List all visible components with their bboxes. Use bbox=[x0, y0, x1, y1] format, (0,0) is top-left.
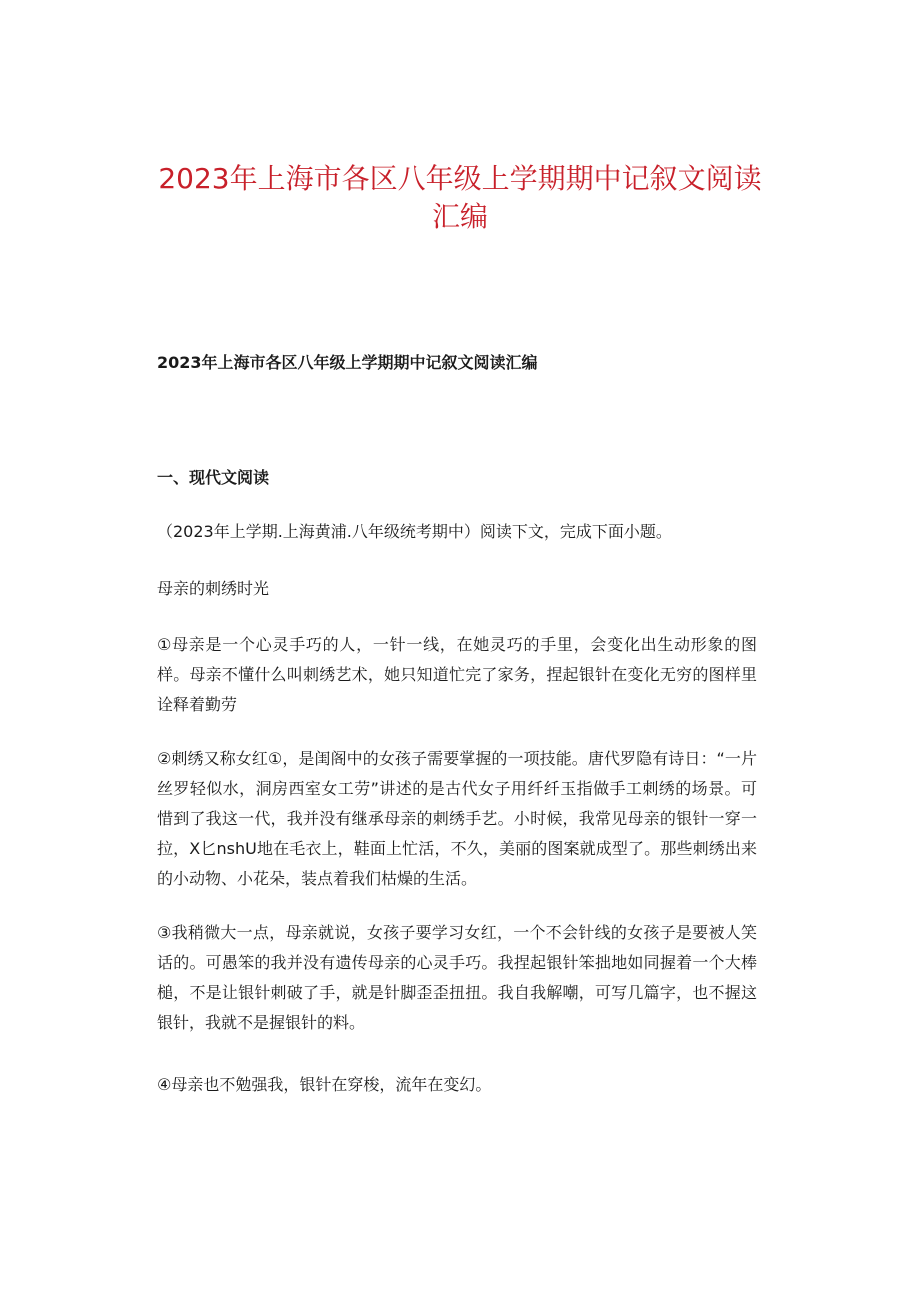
source-line: （2023年上学期.上海黄浦.八年级统考期中）阅读下文，完成下面小题。 bbox=[157, 522, 672, 541]
paragraph-1: ①母亲是一个心灵手巧的人，一针一线，在她灵巧的手里，会变化出生动形象的图样。母亲不懂什么叫刺绣艺术，她只知道忙完了家务，捏起银针在变化无穷的图样里诠释着勤劳 bbox=[157, 635, 757, 714]
paragraph-3: ③我稍微大一点，母亲就说，女孩子要学习女红，一个不会针线的女孩子是要被人笑话的。可愚笨的我并没有遗传母亲的心灵手巧。我捏起银针笨拙地如同握着一个大棒槌，不是让银针刺破了手，就是针脚歪歪扭扭。我自我解嘲，可写几篇字，也不握这银针，我就不是握银针的料。 bbox=[157, 923, 757, 1032]
paragraph-4: ④母亲也不勉强我，银针在穿梭，流年在变幻。 bbox=[157, 1075, 492, 1094]
document-title: 2023年上海市各区八年级上学期期中记叙文阅读汇编 bbox=[158, 162, 762, 233]
document-subtitle: 2023年上海市各区八年级上学期期中记叙文阅读汇编 bbox=[157, 353, 538, 372]
article-title: 母亲的刺绣时光 bbox=[157, 579, 270, 598]
paragraph-2: ②刺绣又称女红①，是闺阁中的女孩子需要掌握的一项技能。唐代罗隐有诗日：“一片丝罗轻似水，洞房西室女工劳”讲述的是古代女子用纤纤玉指做手工刺绣的场景。可惜到了我这一代，我并没有继承母亲的刺绣手艺。小时候，我常见母亲的银针一穿一拉，X匕nshU地在毛衣上，鞋面上忙活，不久，美丽的图案就成型了。那些刺绣出来的小动物、小花朵，装点着我们枯燥的生活。 bbox=[157, 749, 757, 888]
section-heading: 一、现代文阅读 bbox=[157, 468, 270, 487]
